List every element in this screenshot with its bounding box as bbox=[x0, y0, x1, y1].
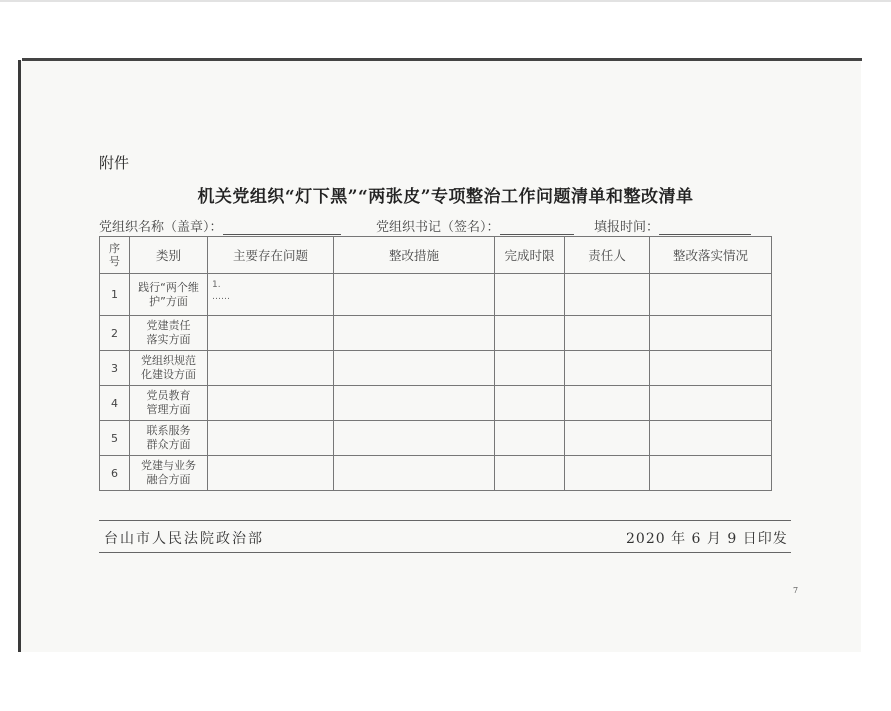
issuer-name: 台山市人民法院政治部 bbox=[104, 531, 264, 547]
header-problem: 主要存在问题 bbox=[208, 237, 334, 274]
table-row bbox=[100, 316, 772, 351]
row-category: 党员教育管理方面 bbox=[130, 386, 208, 421]
row-deadline bbox=[495, 316, 565, 351]
row-measures bbox=[334, 351, 495, 386]
header-deadline: 完成时限 bbox=[495, 237, 565, 274]
row-category: 党建责任落实方面 bbox=[130, 316, 208, 351]
table-row bbox=[100, 351, 772, 386]
row-index: 1 bbox=[100, 274, 130, 316]
row-category: 党组织规范化建设方面 bbox=[130, 351, 208, 386]
row-responsible bbox=[565, 421, 650, 456]
row-status bbox=[650, 456, 772, 491]
row-deadline bbox=[495, 386, 565, 421]
footer-rule-top bbox=[99, 520, 791, 521]
row-index: 6 bbox=[100, 456, 130, 491]
row-deadline bbox=[495, 421, 565, 456]
row-index: 5 bbox=[100, 421, 130, 456]
footer-rule-bottom bbox=[99, 552, 791, 553]
header-measures: 整改措施 bbox=[334, 237, 495, 274]
row-measures bbox=[334, 316, 495, 351]
row-deadline bbox=[495, 274, 565, 316]
row-status bbox=[650, 421, 772, 456]
row-index: 2 bbox=[100, 316, 130, 351]
page-number: 7 bbox=[793, 586, 799, 595]
secretary-label: 党组织书记（签名）： bbox=[376, 220, 500, 235]
org-name-blank bbox=[223, 220, 341, 235]
attachment-label: 附件 bbox=[99, 154, 130, 172]
secretary-blank bbox=[500, 220, 574, 235]
row-status bbox=[650, 274, 772, 316]
table-row bbox=[100, 274, 772, 316]
row-responsible bbox=[565, 351, 650, 386]
viewer-top-border bbox=[0, 0, 891, 2]
issue-date: 2020 年 6 月 9 日印发 bbox=[626, 531, 788, 547]
row-index: 3 bbox=[100, 351, 130, 386]
row-measures bbox=[334, 274, 495, 316]
table-row bbox=[100, 456, 772, 491]
row-responsible bbox=[565, 316, 650, 351]
org-name-label: 党组织名称（盖章）： bbox=[99, 220, 223, 235]
row-problem bbox=[208, 386, 334, 421]
row-problem bbox=[208, 351, 334, 386]
date-blank bbox=[659, 220, 751, 235]
row-category: 联系服务群众方面 bbox=[130, 421, 208, 456]
table-row bbox=[100, 386, 772, 421]
date-label: 填报时间： bbox=[594, 220, 660, 235]
row-category: 党建与业务融合方面 bbox=[130, 456, 208, 491]
row-category: 践行“两个维护”方面 bbox=[130, 274, 208, 316]
row-status bbox=[650, 386, 772, 421]
row-problem bbox=[208, 316, 334, 351]
row-problem bbox=[208, 421, 334, 456]
org-name-field bbox=[99, 216, 341, 235]
header-responsible: 责任人 bbox=[565, 237, 650, 274]
row-deadline bbox=[495, 351, 565, 386]
row-responsible bbox=[565, 386, 650, 421]
row-deadline bbox=[495, 456, 565, 491]
row-problem: 1. …… bbox=[208, 274, 334, 316]
header-category: 类别 bbox=[130, 237, 208, 274]
table-row bbox=[100, 421, 772, 456]
row-measures bbox=[334, 386, 495, 421]
row-status bbox=[650, 351, 772, 386]
header-status: 整改落实情况 bbox=[650, 237, 772, 274]
header-index: 序号 bbox=[100, 237, 130, 274]
row-index: 4 bbox=[100, 386, 130, 421]
table-header-row bbox=[100, 237, 772, 274]
row-responsible bbox=[565, 456, 650, 491]
row-measures bbox=[334, 456, 495, 491]
row-responsible bbox=[565, 274, 650, 316]
row-status bbox=[650, 316, 772, 351]
row-measures bbox=[334, 421, 495, 456]
date-field bbox=[594, 216, 751, 235]
document-title: 机关党组织“灯下黑”“两张皮”专项整治工作问题清单和整改清单 bbox=[197, 187, 694, 207]
row-problem bbox=[208, 456, 334, 491]
issue-table bbox=[99, 236, 772, 491]
secretary-field bbox=[376, 216, 574, 235]
